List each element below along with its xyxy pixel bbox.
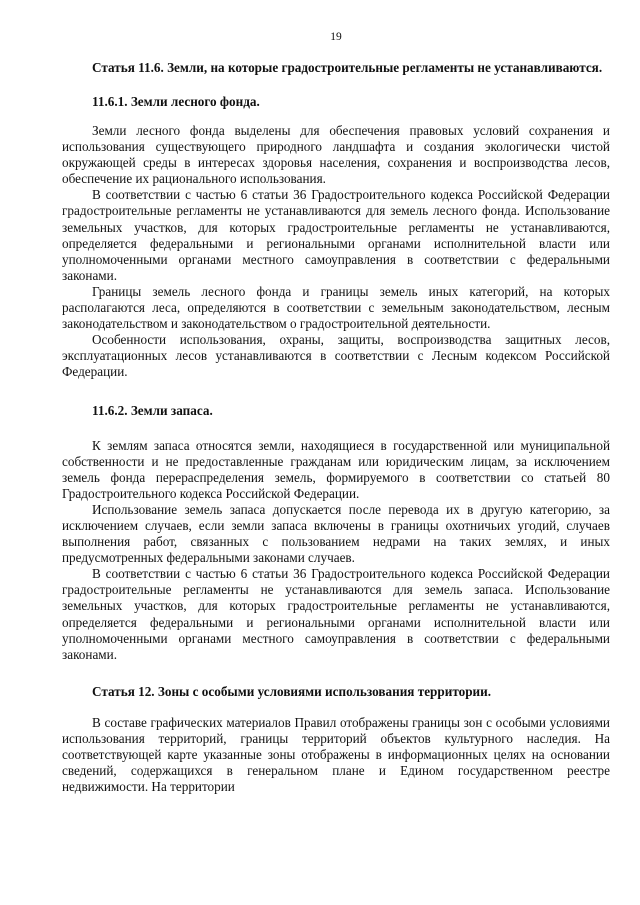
document-body <box>62 58 610 795</box>
article-12-title: Статья 12. Зоны с особыми условиями использования территории. <box>92 683 492 699</box>
paragraph: Земли лесного фонда выделены для обеспечения правовых условий сохранения и использования существующего природного ландшафта и создания экологически чистой окружающей среды в интересах здоровья населения, сохранения и воспроизводства лесов, обеспечение их рационального использования. <box>62 123 610 187</box>
paragraph: В составе графических материалов Правил отображены границы зон с особыми условиями использования территорий, границы территорий объектов культурного наследия. На соответствующей карте указанные зоны отображены в информационных целях на основании сведений, содержащихся в генеральном плане и Едином государственном реестре недвижимости. На территории <box>62 714 610 795</box>
paragraph: В соответствии с частью 6 статьи 36 Градостроительного кодекса Российской Федерации градостроительные регламенты не устанавливаются для земель лесного фонда. Использование земельных участков, для которых градостроительные регламенты не устанавливаются, определяется федеральными и региональными органами исполнительной власти или уполномоченными органами местного самоуправления в соответствии с федеральными законами. <box>62 187 610 283</box>
paragraph: Границы земель лесного фонда и границы земель иных категорий, на которых располагаются леса, определяются в соответствии с земельным законодательством, лесным законодательством и законодательством о градостроительной деятельности. <box>62 283 610 332</box>
section-11-6-1-title: 11.6.1. Земли лесного фонда. <box>92 94 260 109</box>
paragraph: Использование земель запаса допускается после перевода их в другую категорию, за исключением случаев, если земли запаса включены в границы охотничьих угодий, случаев выполнения работ, связанных с пользованием недрами на таких землях, и иных предусмотренных федеральными законами случаев. <box>62 501 610 566</box>
article-11-6-title: Статья 11.6. Земли, на которые градостроительные регламенты не устанавливаются. <box>92 60 603 75</box>
page-number: 19 <box>330 31 342 43</box>
paragraph: К землям запаса относятся земли, находящиеся в государственной или муниципальной собственности и не предоставленные гражданам или юридическим лицам, за исключением земель фонда перераспределения земель, формируемого в соответствии со статьей 80 Градостроительного кодекса Российской Федерации. <box>62 437 610 501</box>
paragraph: В соответствии с частью 6 статьи 36 Градостроительного кодекса Российской Федерации градостроительные регламенты не устанавливаются для земель запаса. Использование земельных участков, для которых градостроительные регламенты не устанавливаются, определяется федеральными и региональными органами исполнительной власти или уполномоченными органами местного самоуправления в соответствии с федеральными законами. <box>62 566 610 662</box>
paragraph: Особенности использования, охраны, защиты, воспроизводства защитных лесов, эксплуатационных лесов устанавливаются в соответствии с Лесным кодексом Российской Федерации. <box>62 332 610 380</box>
section-11-6-2-title: 11.6.2. Земли запаса. <box>92 402 213 418</box>
